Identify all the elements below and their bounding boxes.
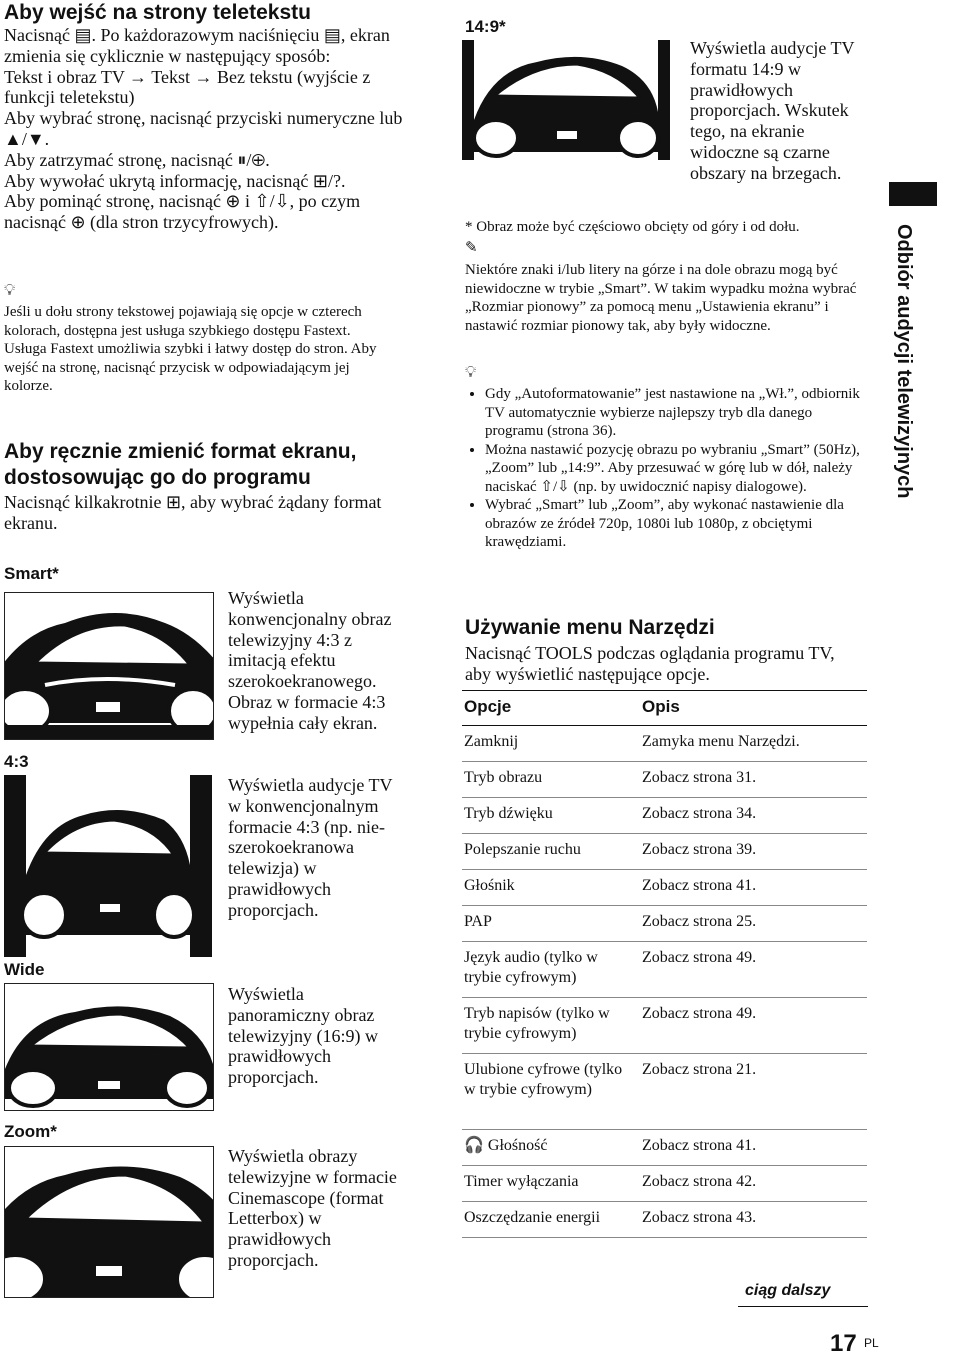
mode-desc-zoom: Wyświetla obrazy telewizyjne w formacie Cinemascope (format Letterbox) w prawidłowych proporcjach. xyxy=(228,1146,397,1270)
mode-label-smart: Smart* xyxy=(4,564,59,583)
tools-row-option: Tryb obrazu xyxy=(464,769,543,786)
teletext-p5: Aby wywołać ukrytą informację, nacisnąć ⊞/?. xyxy=(4,170,346,191)
col-options: Opcje xyxy=(464,697,512,716)
tools-row xyxy=(462,1202,867,1238)
tools-row xyxy=(462,1166,867,1202)
tip-item: • Gdy „Autoformatowanie” jest nastawione na „Wł.”, odbiornik TV automatycznie wybierze najlepszy tryb dla danego programu (strona 36). xyxy=(485,385,873,441)
tools-row-option: Głośnik xyxy=(464,877,515,894)
149-car-image xyxy=(462,40,670,160)
smart-car-image xyxy=(4,592,214,740)
tools-row xyxy=(462,1054,867,1130)
format-heading: Aby ręcznie zmienić format ekranu, dostosowując go do programu xyxy=(4,440,357,489)
tools-row-option: Ulubione cyfrowe (tylko w trybie cyfrowym) xyxy=(464,1061,623,1098)
tools-row-description: Zobacz strona 41. xyxy=(642,877,757,894)
tools-row-description: Zobacz strona 49. xyxy=(642,1005,757,1022)
continued-label: ciąg dalszy xyxy=(745,1282,831,1299)
format-note: Niektóre znaki i/lub litery na górze i na dole obrazu mogą być niewidoczne w trybie „Smart”. W takim wypadku można wybrać „Rozmiar pionowy” za pomocą menu „Ustawienia ekranu” i nastawić rozmiar pionowy tak, aby były widoczne. xyxy=(465,262,857,334)
teletext-body xyxy=(4,25,409,233)
teletext-heading: Aby wejść na strony teletekstu xyxy=(4,1,311,24)
tools-row xyxy=(462,762,867,798)
tools-row xyxy=(462,906,867,942)
tools-row-option: 🎧 Głośność xyxy=(464,1137,548,1154)
tools-row-option: Tryb dźwięku xyxy=(464,805,553,822)
tip-bulb-icon: 💡︎ xyxy=(4,280,16,299)
tools-row-description: Zobacz strona 49. xyxy=(642,949,757,966)
teletext-p1: Nacisnąć ▤. Po każdorazowym naciśnięciu ▤, ekran zmienia się cyklicznie w następujący sposób: xyxy=(4,25,390,66)
col-description: Opis xyxy=(642,697,680,716)
format-tips xyxy=(465,385,873,552)
tools-row xyxy=(462,942,867,998)
zoom-car-image xyxy=(4,1146,214,1298)
mode-label-zoom: Zoom* xyxy=(4,1122,57,1141)
tools-row xyxy=(462,870,867,906)
tools-table xyxy=(462,690,867,1238)
mode-desc-smart: Wyświetla konwencjonalny obraz telewizyjny 4:3 z imitacją efektu szerokoekranowego. Obraz w formacie 4:3 wypełnia cały ekran. xyxy=(228,588,392,733)
teletext-p2: Tekst i obraz TV → Tekst → Bez tekstu (wyjście z funkcji teletekstu) xyxy=(4,66,371,108)
section-sidebar-label: Odbiór audycji telewizyjnych xyxy=(893,224,915,499)
tools-row-option: Tryb napisów (tylko w trybie cyfrowym) xyxy=(464,1005,610,1042)
tools-heading: Używanie menu Narzędzi xyxy=(465,616,715,639)
tools-row-description: Zobacz strona 34. xyxy=(642,805,757,822)
tools-row-description: Zamyka menu Narzędzi. xyxy=(642,733,800,750)
tools-row-option: Polepszanie ruchu xyxy=(464,841,581,858)
page-lang: PL xyxy=(864,1336,879,1350)
wide-car-image xyxy=(4,983,214,1111)
tools-row xyxy=(462,834,867,870)
tools-row-description: Zobacz strona 41. xyxy=(642,1137,757,1154)
tools-row-option: Język audio (tylko w trybie cyfrowym) xyxy=(464,949,598,986)
43-car-image xyxy=(4,775,212,957)
tip-item: • Można nastawić pozycję obrazu po wybraniu „Smart” (50Hz), „Zoom” lub „14:9”. Aby przesuwać w górę lub w dół, należy naciskać ⇧/⇩ (np. by uwidocznić napisy dialogowe). xyxy=(485,441,873,497)
tools-row-option: Timer wyłączania xyxy=(464,1173,579,1190)
tools-row xyxy=(462,998,867,1054)
tools-row-description: Zobacz strona 21. xyxy=(642,1061,757,1078)
mode-label-wide: Wide xyxy=(4,960,45,979)
tools-row-description: Zobacz strona 42. xyxy=(642,1173,757,1190)
tools-row-option: PAP xyxy=(464,913,492,930)
page-number: 17 xyxy=(830,1330,857,1357)
tools-row-option: Zamknij xyxy=(464,733,519,750)
tools-intro: Nacisnąć TOOLS podczas oglądania programu TV, aby wyświetlić następujące opcje. xyxy=(465,643,835,684)
mode-desc-149: Wyświetla audycje TV formatu 14:9 w prawidłowych proporcjach. Wskutek tego, na ekranie widoczne są czarne obszary na brzegach. xyxy=(690,38,855,183)
teletext-p3: Aby wybrać stronę, nacisnąć przyciski numeryczne lub ▲/▼. xyxy=(4,108,403,149)
tools-table-header xyxy=(462,690,867,726)
teletext-p6: Aby pominąć stronę, nacisnąć ⊕ i ⇧/⇩, po czym nacisnąć ⊕ (dla stron trzycyfrowych). xyxy=(4,191,361,233)
mode-label-149: 14:9* xyxy=(465,17,506,36)
tools-row-description: Zobacz strona 43. xyxy=(642,1209,757,1226)
tools-row xyxy=(462,798,867,834)
format-footnote: * Obraz może być częściowo obcięty od góry i od dołu. xyxy=(465,219,800,235)
teletext-tip: Jeśli u dołu strony tekstowej pojawiają się opcje w czterech kolorach, dostępna jest usługa szybkiego dostępu Fastext. Usługa Fastext umożliwia szybki i łatwy dostęp do stron. Aby wejść na stronę, nacisnąć przycisk w odpowiadającym jej kolorze. xyxy=(4,304,377,394)
section-tab-marker xyxy=(889,182,937,206)
tools-row xyxy=(462,1130,867,1166)
mode-desc-43: Wyświetla audycje TV w konwencjonalnym formacie 4:3 (np. nie-szerokoekranowa telewizja) w prawidłowych proporcjach. xyxy=(228,775,393,920)
tip-item: • Wybrać „Smart” lub „Zoom”, aby wykonać nastawienie dla obrazów ze źródeł 720p, 1080i lub 1080p, z obciętymi krawędziami. xyxy=(485,496,873,552)
mode-label-43: 4:3 xyxy=(4,752,29,771)
tools-row-description: Zobacz strona 31. xyxy=(642,769,757,786)
mode-desc-wide: Wyświetla panoramiczny obraz telewizyjny (16:9) w prawidłowych proporcjach. xyxy=(228,984,378,1088)
tools-row-option: Oszczędzanie energii xyxy=(464,1209,601,1226)
tools-row xyxy=(462,726,867,762)
note-pencil-icon: ✎ xyxy=(465,238,478,256)
format-intro: Nacisnąć kilkakrotnie ⊞, aby wybrać żądany format ekranu. xyxy=(4,492,382,533)
tip-bulb-icon-2: 💡︎ xyxy=(465,362,477,381)
tools-row-description: Zobacz strona 25. xyxy=(642,913,757,930)
teletext-p4: Aby zatrzymać stronę, nacisnąć ⏸/⊕. xyxy=(4,149,270,170)
tools-row-description: Zobacz strona 39. xyxy=(642,841,757,858)
footer-rule xyxy=(738,1306,868,1307)
